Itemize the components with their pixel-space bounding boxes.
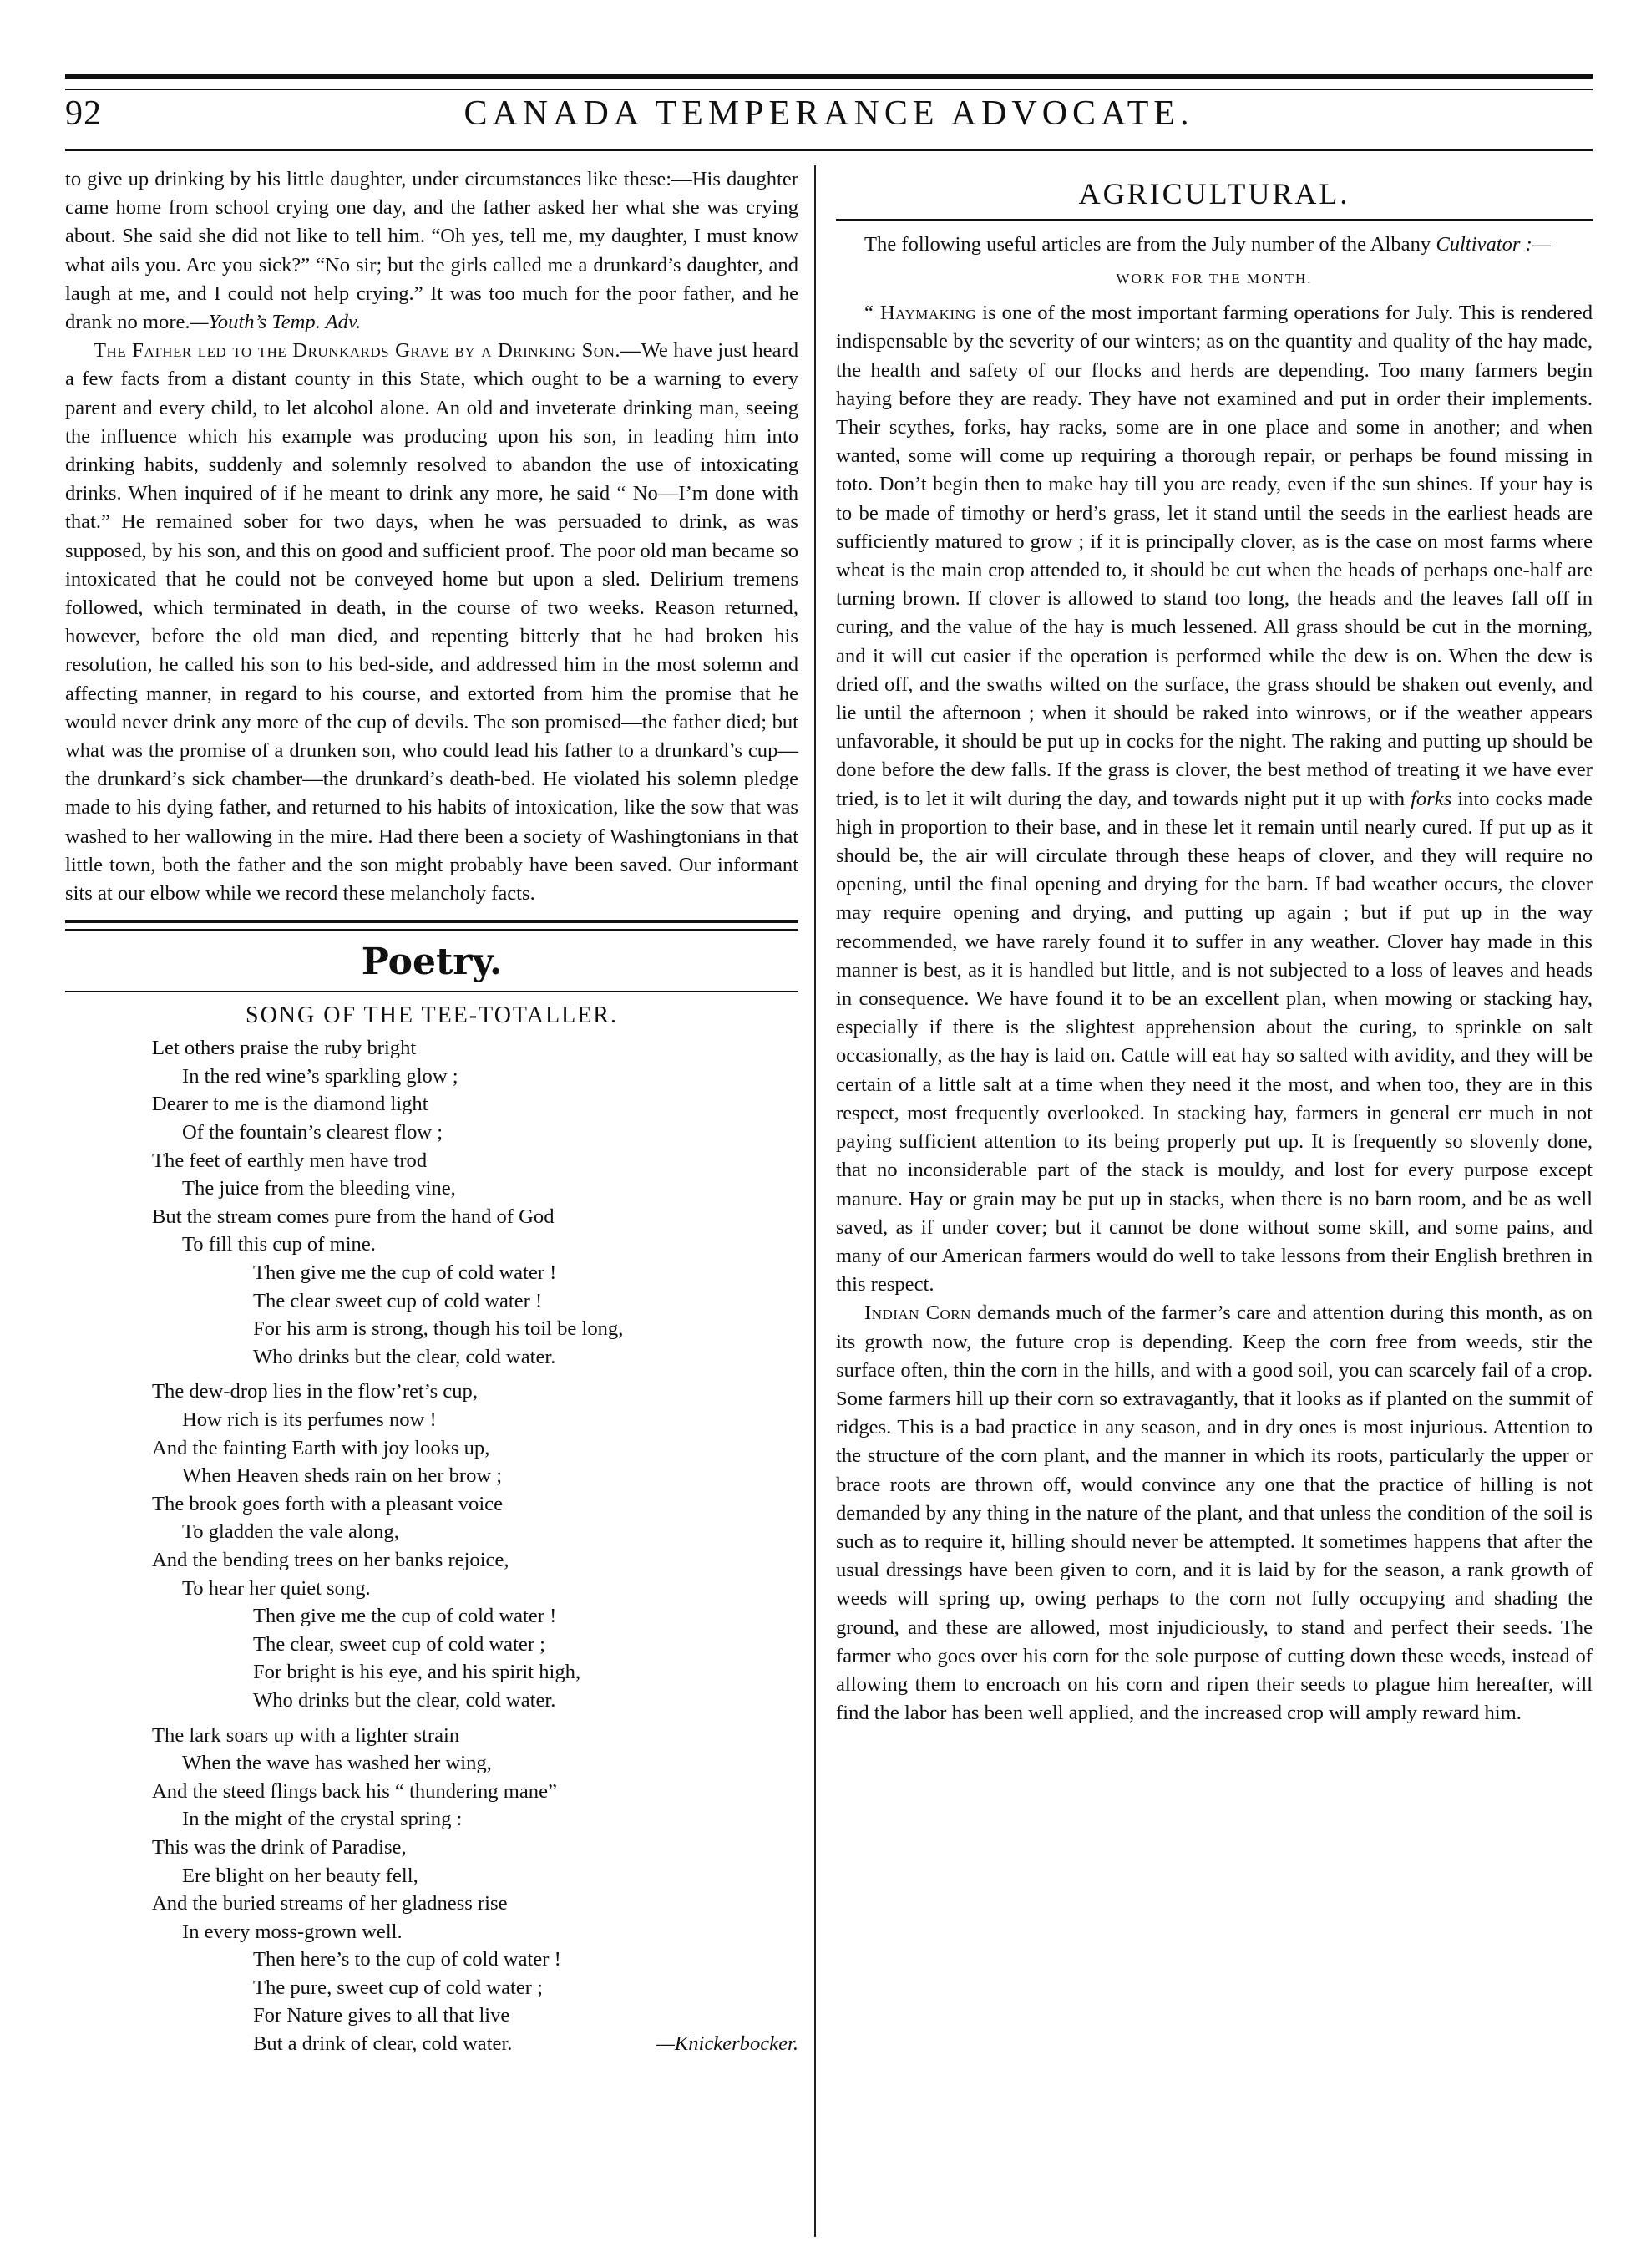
haymaking-text-cont: into cocks made high in proportion to their base, and in these let it remain until nearly cured. If put up as it should be, the air will circulate through these heaps of clover, and they will require no opening, until the final opening and drying for the barn. If bad weather occurs, the clover may require opening and drying, and putting up again ; but if put up in the way recommended, we have rarely found it to suffer in any weather. Clover hay made in this manner is best, as it is handled but little, and is not subjected to a loss of leaves and heads in consequence. We have found it to be an excellent plan, when mowing or stacking hay, especially if there is the slightest apprehension about the curing, to sprinkle on salt occasionally, as the hay is laid on. Cattle will eat hay so salted with avidity, and they will be certain of a little salt at a time when they need it the most, and when too, they are in this respect, most frequently overlooked. In stacking hay, farmers in general err much in not paying sufficient attention to its being properly put up. It is frequently so slovenly done, that no inconsiderable part of the stack is mouldy, and lost for every purpose except manure. Hay or grain may be put up in stacks, when there is no barn room, and be as well saved, as if under cover; but it cannot be done without some skill, and some pains, and many of our American farmers would do well to take lessons from their English brethren in this respect. [836,787,1593,1296]
poem-line: And the fainting Earth with joy looks up, [152,1436,490,1459]
poem-line: Dearer to me is the diamond light [152,1093,428,1116]
poem-line: Then give me the cup of cold water ! [253,1605,557,1628]
intro-source: Cultivator :— [1436,233,1551,256]
header-rule [65,149,1593,151]
poem-line: The clear sweet cup of cold water ! [253,1289,543,1312]
poem-line: But the stream comes pure from the hand of God [152,1205,555,1228]
article-credit: —Youth’s Temp. Adv. [190,311,362,334]
poem-line: Then here’s to the cup of cold water ! [253,1948,561,1971]
poem-line: Of the fountain’s clearest flow ; [182,1121,443,1144]
indian-corn-text: demands much of the farmer’s care and attention during this month, as on its growth now, the future crop is depending. Keep the corn free from weeds, stir the surface often, thin the corn in the hills, and with a good soil, you can scarcely fail of a crop. Some farmers hill up their corn so extravagantly, that it looks as if planted on the summit of ridges. This is a bad practice in any season, and in dry ones is most injurious. Attention to the structure of the corn plant, and the manner in which its roots, particularly the upper or brace roots are thrown off, would convince any one that the practice of hilling is not demanded by any thing in the nature of the plant, and that unless the condition of the soil is such as to require it, hilling should never be attempted. It sometimes happens that after the usual dressings have been given to corn, and it is laid by for the season, a rank growth of weeds will spring up, owing perhaps to the corn not fully occupying and shading the ground, and these are allowed, most injudiciously, to stand and perfect their seeds. The farmer who goes over his corn for the sole purpose of cutting down these weeds, instead of allowing them to encroach on his corn and ripen their seeds to plague him hereafter, will find the labor has been well applied, and the increased crop will amply reward him. [836,1301,1593,1725]
top-rule [65,74,1593,90]
poem-line: The feet of earthly men have trod [152,1149,428,1172]
haymaking-emphasis: forks [1411,787,1452,810]
page-header [65,94,1593,150]
poem-line: Who drinks but the clear, cold water. [253,1345,556,1368]
section-rule [65,920,798,931]
poem-line: The brook goes forth with a pleasant voice [152,1492,504,1515]
poem-line: In every moss-grown well. [182,1920,403,1943]
indian-corn-paragraph [836,1299,1593,1728]
poem-line: The pure, sweet cup of cold water ; [253,1976,543,1999]
article-text: to give up drinking by his little daughter, under circumstances like these:—His daughter came home from school crying one day, and the father asked her what she was crying about. She said she did not like to tell him. “Oh yes, tell me, my daughter, I must know what ails you. Are you sick?” “No sir; but the girls called me a drunkard’s daughter, and laugh at me, and I could not help crying.” It was too much for the poor father, and he drank no more. [65,168,798,334]
haymaking-text: is one of the most important farming operations for July. This is rendered indispensable by the severity of our winters; as on the quantity and quality of the hay made, the health and safety of our flocks and herds are depending. Too many farmers begin haying before they are ready. They have not examined and put in order their implements. Their scythes, forks, hay racks, some are in one place and some in another; and when wanted, some will come up requiring a thorough repair, or perhaps be found missing in toto. Don’t begin then to make hay till you are ready, even if the sun shines. If your hay is to be made of timothy or herd’s grass, let it stand until the seeds in the earliest heads are sufficiently matured to grow ; if it is principally clover, as is the case on most farms where wheat is the main crop attended to, it should be cut when the heads of perhaps one-half are turning brown. If clover is allowed to stand too long, the heads and the leaves fall off in curing, and the value of the hay is much lessened. All grass should be cut in the morning, and it will cut easier if the operation is performed while the dew is on. When the dew is dried off, and the swaths wilted on the surface, the grass should be shaken out evenly, and lie until the afternoon ; when it should be raked into winrows, or if the weather appears unfavorable, it should be put up in cocks for the night. The raking and putting up should be done before the dew falls. If the grass is clover, the best method of treating it we have ever tried, is to let it wilt during the day, and towards night put it up with [836,302,1593,810]
poem-line: When the wave has washed her wing, [182,1752,492,1775]
poem-line: To hear her quiet song. [182,1576,371,1600]
poem-last-line [65,2030,798,2058]
poem-stanza [65,1722,798,2031]
poem-line: To gladden the vale along, [182,1520,399,1544]
section-title: AGRICULTURAL. [1078,177,1350,211]
poem-line: The lark soars up with a lighter strain [152,1723,460,1747]
poem-line: The juice from the bleeding vine, [182,1177,456,1200]
right-column [836,165,1593,1728]
indian-corn-lead: Indian Corn [864,1301,971,1325]
poem-stanza [65,1378,798,1714]
poem-line: And the steed flings back his “ thundering mane” [152,1779,557,1803]
poetry-rule [65,991,798,992]
page-number: 92 [65,94,102,133]
left-column [65,165,798,2058]
poetry-heading: Poetry. [361,941,503,984]
poem-line: And the buried streams of her gladness rise [152,1892,508,1915]
poem-line: The clear, sweet cup of cold water ; [253,1632,545,1656]
article-father-drunkard [65,337,798,908]
intro-text: The following useful articles are from the July number of the Albany [864,233,1436,256]
poem-line: For his arm is strong, though his toil be long, [253,1317,624,1341]
poem-line: In the might of the crystal spring : [182,1808,463,1831]
poem-line: Then give me the cup of cold water ! [253,1261,557,1285]
poem-stanza [65,1034,798,1371]
column-divider [814,165,816,2237]
poem-line: Who drinks but the clear, cold water. [253,1688,556,1712]
poem-line-text: But a drink of clear, cold water. [253,2032,513,2056]
poem [65,1034,798,2030]
intro-paragraph [836,231,1593,259]
poem-line: This was the drink of Paradise, [152,1835,407,1859]
haymaking-lead: “ Haymaking [864,302,977,325]
masthead: CANADA TEMPERANCE ADVOCATE. [463,94,1194,133]
section-title-rule [836,219,1593,221]
article-daughter-story [65,165,798,337]
poem-line: When Heaven sheds rain on her brow ; [182,1464,503,1488]
poem-line: To fill this cup of mine. [182,1233,376,1256]
haymaking-paragraph [836,299,1593,1299]
article-heading: The Father led to the Drunkards Grave by a Drinking Son. [94,339,621,363]
poem-line: For Nature gives to all that live [253,2004,510,2027]
poem-line: For bright is his eye, and his spirit high, [253,1661,581,1684]
poem-line: Ere blight on her beauty fell, [182,1864,418,1887]
poem-line: Let others praise the ruby bright [152,1037,417,1060]
article-text: —We have just heard a few facts from a distant county in this State, which ought to be a warning to every parent and every child, to let alcohol alone. An old and inveterate drinking man, seeing the influence which his example was producing upon his son, in leading him into drinking habits, suddenly and solemnly resolved to abandon the use of intoxicating drinks. When inquired of if he meant to drink any more, he said “ No—I’m done with that.” He remained sober for two days, when he was persuaded to drink, as was supposed, by his son, and this on good and sufficient proof. The poor old man became so intoxicated that he could not be conveyed home but upon a sled. Delirium tremens followed, which terminated in death, in the course of two weeks. Reason returned, however, before the old man died, and repenting bitterly that he had broken his resolution, he called his son to his bed-side, and addressed him in the most solemn and affecting manner, in regard to his course, and extorted from him the promise that he would never drink any more of the cup of devils. The son promised—the father died; but what was the promise of a drunken son, who could lead his father to a drunkard’s cup—the drunkard’s sick chamber—the drunkard’s death-bed. He violated his solemn pledge made to his dying father, and returned to his habits of intoxication, like the sow that was washed to her wallowing in the mire. Had there been a society of Washingtonians in that little town, both the father and the son might probably have been saved. Our informant sits at our elbow while we record these melancholy facts. [65,339,798,906]
sub-heading: WORK FOR THE MONTH. [1116,271,1313,287]
poem-line: The dew-drop lies in the flow’ret’s cup, [152,1380,478,1403]
poem-line: In the red wine’s sparkling glow ; [182,1064,458,1088]
poem-credit: —Knickerbocker. [656,2032,798,2056]
poem-line: How rich is its perfumes now ! [182,1408,437,1431]
poem-line: And the bending trees on her banks rejoice, [152,1548,509,1571]
poem-title: SONG OF THE TEE-TOTALLER. [246,1002,618,1029]
